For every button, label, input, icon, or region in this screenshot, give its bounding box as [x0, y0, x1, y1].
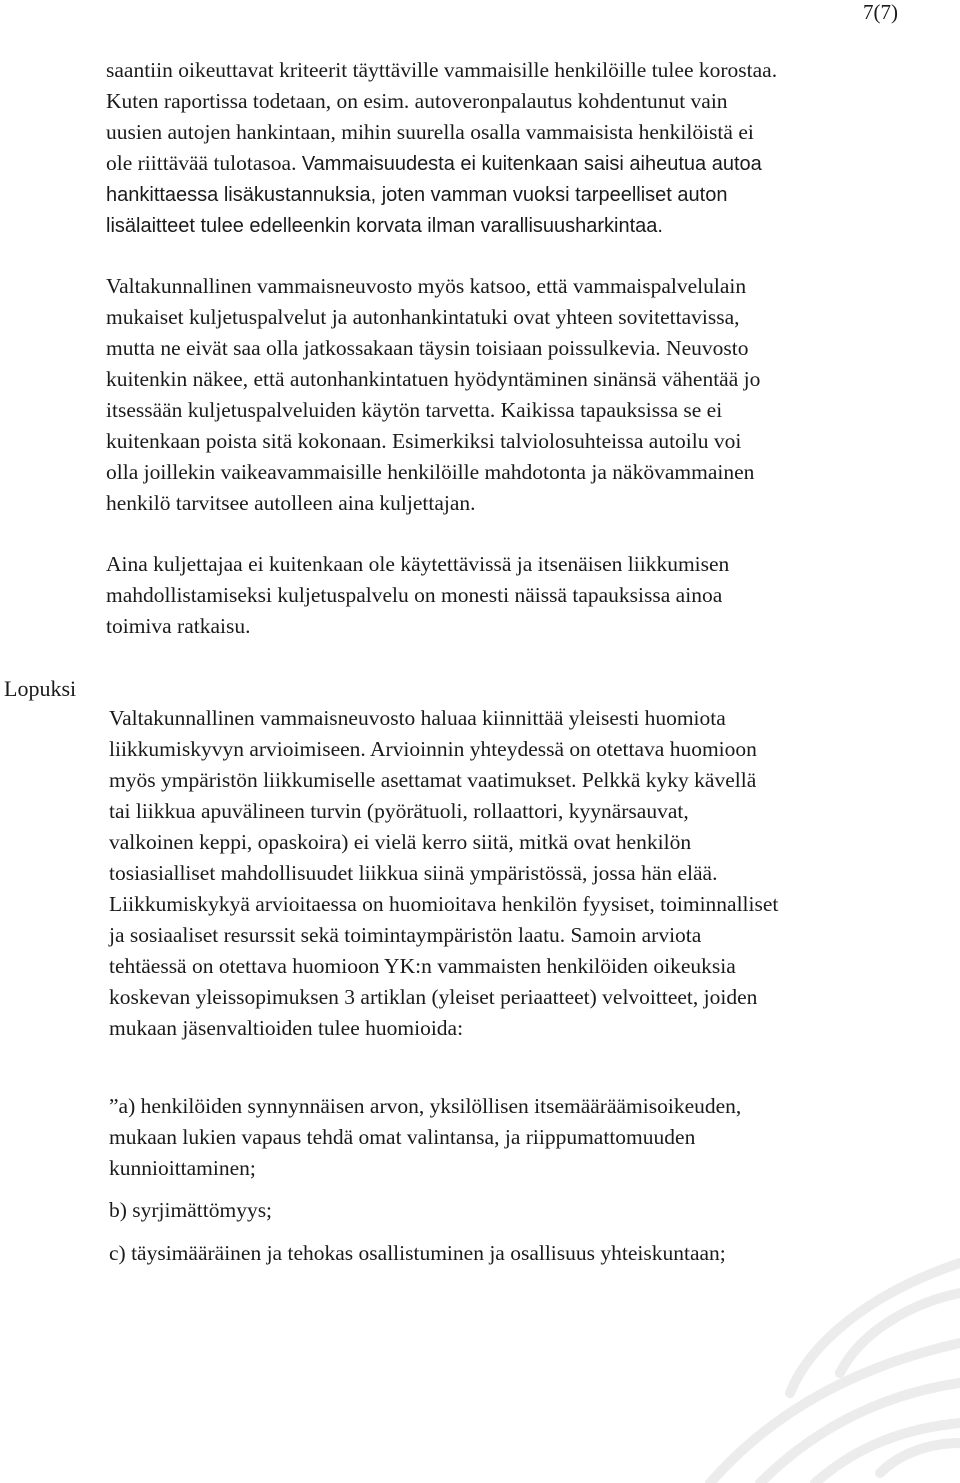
text-line: olla joillekin vaikeavammaisille henkilöille mahdotonta ja näkövammainen: [106, 460, 755, 484]
text-line: mukaiset kuljetuspalvelut ja autonhankintatuki ovat yhteen sovitettavissa,: [106, 305, 740, 329]
text-line: Valtakunnallinen vammaisneuvosto myös katsoo, että vammaispalvelulain: [106, 274, 747, 298]
text-line: lisälaitteet tulee edelleenkin korvata ilman varallisuusharkintaa.: [106, 215, 663, 237]
text-line: tehtäessä on otettava huomioon YK:n vammaisten henkilöiden oikeuksia: [109, 954, 736, 978]
text-line: mukaan lukien vapaus tehdä omat valintansa, ja riippumattomuuden: [109, 1125, 696, 1149]
text-line: kuitenkaan poista sitä kokonaan. Esimerkiksi talviolosuhteissa autoilu voi: [106, 429, 742, 453]
text-line: tai liikkua apuvälineen turvin (pyörätuoli, rollaattori, kyynärsauvat,: [109, 799, 689, 823]
text-line: c) täysimääräinen ja tehokas osallistuminen ja osallisuus yhteiskuntaan;: [109, 1241, 726, 1265]
mixed-text-line: [106, 148, 936, 180]
text-line: Liikkumiskykyä arvioitaessa on huomioitava henkilön fyysiset, toiminnalliset: [109, 892, 779, 916]
text-segment-serif: ole riittävää tulotasoa.: [106, 151, 302, 175]
text-line: liikkumiskyvyn arvioimiseen. Arvioinnin yhteydessä on otettava huomioon: [109, 737, 757, 761]
watermark-wave-graphic: [640, 1143, 960, 1483]
text-line: toimiva ratkaisu.: [106, 614, 251, 638]
watermark-stroke: [880, 1443, 960, 1473]
paragraph-1: [106, 55, 936, 242]
text-line: Kuten raportissa todetaan, on esim. autoveronpalautus kohdentunut vain: [106, 89, 728, 113]
text-line: mukaan jäsenvaltioiden tulee huomioida:: [109, 1016, 464, 1040]
text-line: ja sosiaaliset resurssit sekä toimintaympäristön laatu. Samoin arviota: [109, 923, 702, 947]
text-line: itsessään kuljetuspalveluiden käytön tarvetta. Kaikissa tapauksissa se ei: [106, 398, 723, 422]
paragraph-4: [109, 703, 939, 1044]
text-line: henkilö tarvitsee autolleen aina kuljettajan.: [106, 491, 476, 515]
section-heading-lopuksi: Lopuksi: [4, 676, 77, 701]
text-line: Valtakunnallinen vammaisneuvosto haluaa kiinnittää yleisesti huomiota: [109, 706, 726, 730]
page-number: 7(7): [863, 0, 898, 24]
text-line: myös ympäristön liikkumiselle asettamat vaatimukset. Pelkkä kyky kävellä: [109, 768, 757, 792]
text-line: Aina kuljettajaa ei kuitenkaan ole käytettävissä ja itsenäisen liikkumisen: [106, 552, 730, 576]
text-line: koskevan yleissopimuksen 3 artiklan (yleiset periaatteet) velvoitteet, joiden: [109, 985, 758, 1009]
text-line: kuitenkin näkee, että autonhankintatuen hyödyntäminen sinänsä vähentää jo: [106, 367, 761, 391]
text-line: valkoinen keppi, opaskoira) ei vielä kerro siitä, mitkä ovat henkilön: [109, 830, 692, 854]
text-line: mahdollistamiseksi kuljetuspalvelu on monesti näissä tapauksissa ainoa: [106, 583, 723, 607]
text-line: mutta ne eivät saa olla jatkossakaan täysin toisiaan poissulkevia. Neuvosto: [106, 336, 749, 360]
text-line: ”a) henkilöiden synnynnäisen arvon, yksilöllisen itsemääräämisoikeuden,: [109, 1094, 742, 1118]
text-line: saantiin oikeuttavat kriteerit täyttäville vammaisille henkilöille tulee korostaa.: [106, 58, 778, 82]
text-segment-sans: Vammaisuudesta ei kuitenkaan saisi aiheutua autoa: [301, 153, 762, 175]
text-line: kunnioittaminen;: [109, 1156, 256, 1180]
text-line: hankittaessa lisäkustannuksia, joten vamman vuoksi tarpeelliset auton: [106, 184, 728, 206]
text-line: b) syrjimättömyys;: [109, 1198, 273, 1222]
paragraph-2: [106, 271, 936, 519]
text-line: tosiasialliset mahdollisuudet liikkua siinä ympäristössä, jossa hän elää.: [109, 861, 718, 885]
watermark-stroke: [760, 1383, 960, 1483]
paragraph-3: [106, 549, 936, 642]
text-line: uusien autojen hankintaan, mihin suurella osalla vammaisista henkilöistä ei: [106, 120, 754, 144]
watermark-stroke: [815, 1423, 960, 1483]
